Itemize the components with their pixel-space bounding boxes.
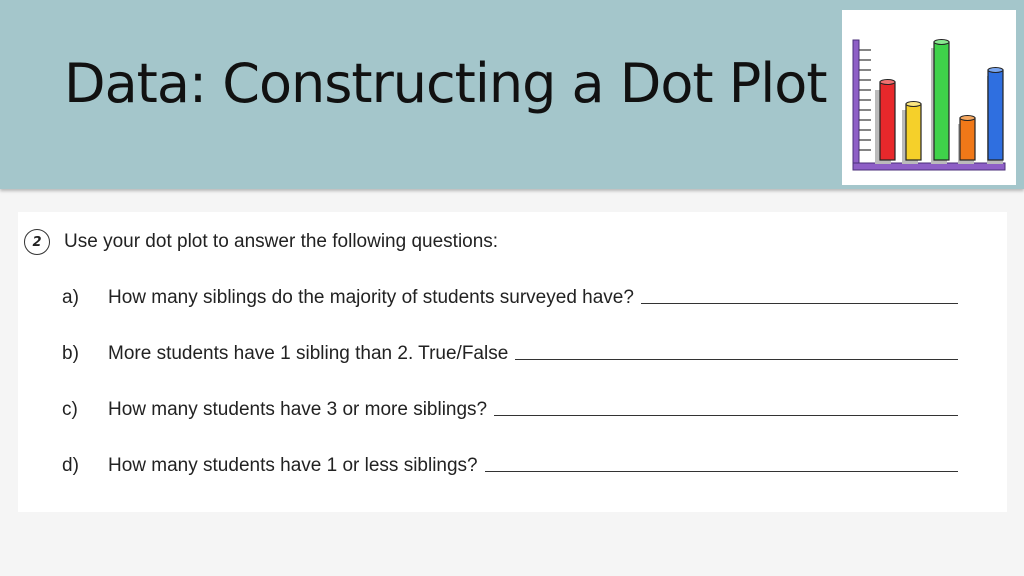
question-instructions: Use your dot plot to answer the following questions: bbox=[64, 231, 499, 252]
answer-blank[interactable] bbox=[641, 303, 958, 304]
item-text: How many students have 3 or more siblings? bbox=[108, 399, 488, 420]
question-item-d bbox=[62, 451, 958, 477]
item-text: How many siblings do the majority of students surveyed have? bbox=[108, 287, 634, 308]
bar-chart-clipart-icon bbox=[842, 10, 1016, 185]
question-item-c bbox=[62, 395, 958, 421]
answer-blank[interactable] bbox=[515, 359, 958, 360]
question-item-a bbox=[62, 283, 958, 309]
answer-blank[interactable] bbox=[494, 415, 958, 416]
item-letter: a) bbox=[62, 287, 79, 308]
page-title: Data: Constructing a Dot Plot bbox=[64, 52, 827, 115]
item-text: More students have 1 sibling than 2. True/False bbox=[108, 343, 509, 364]
question-item-b bbox=[62, 339, 958, 365]
worksheet-panel bbox=[18, 212, 1007, 512]
item-letter: c) bbox=[62, 399, 78, 420]
item-letter: b) bbox=[62, 343, 79, 364]
title-banner bbox=[0, 0, 1024, 189]
question-number-badge: 2 bbox=[24, 229, 50, 255]
answer-blank[interactable] bbox=[485, 471, 958, 472]
item-letter: d) bbox=[62, 455, 79, 476]
question-header bbox=[24, 229, 498, 255]
item-text: How many students have 1 or less siblings? bbox=[108, 455, 478, 476]
